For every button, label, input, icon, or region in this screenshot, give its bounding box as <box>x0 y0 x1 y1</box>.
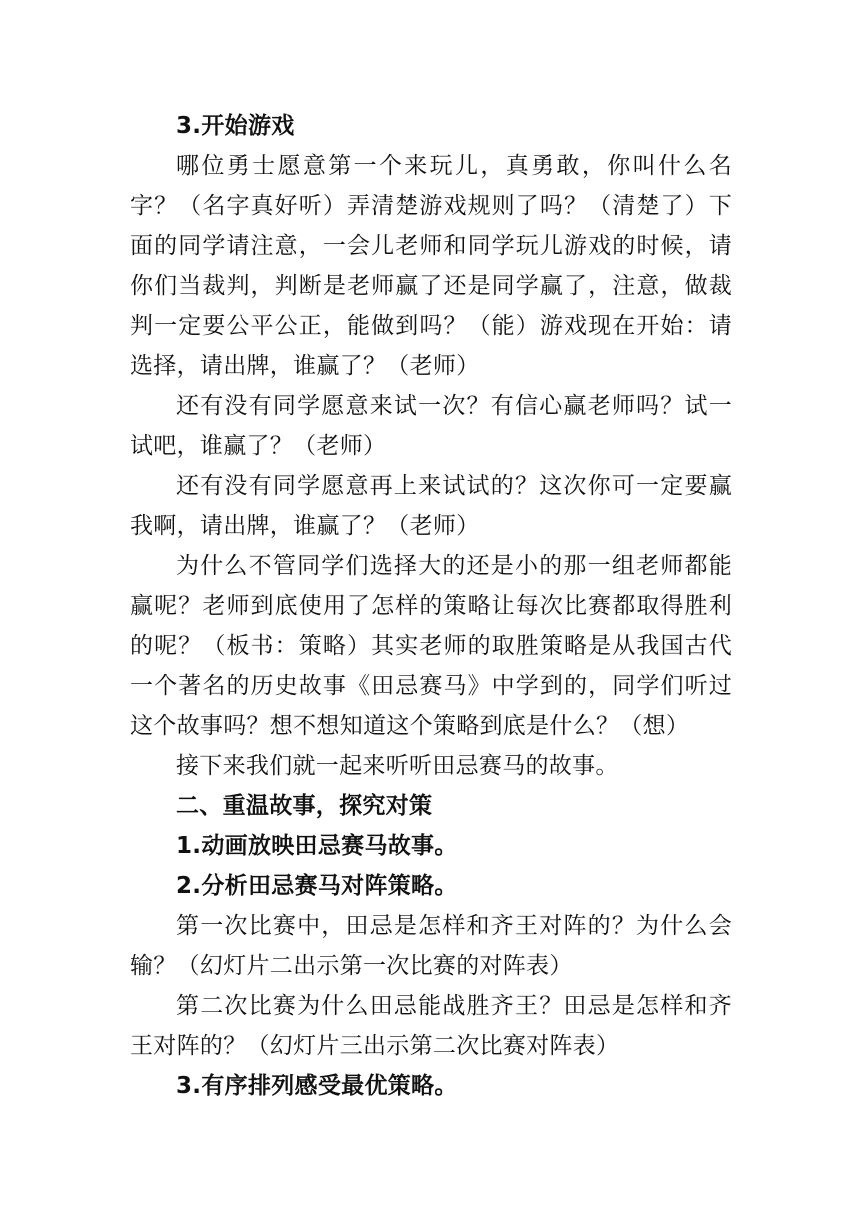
document-page <box>130 106 732 1106</box>
section-heading-start-game: 3.开始游戏 <box>176 113 295 139</box>
paragraph-strategy-question: 为什么不管同学们选择大的还是小的那一组老师都能赢呢？老师到底使用了怎样的策略让每次比赛都取得胜利的呢？（板书：策略）其实老师的取胜策略是从我国古代一个著名的历史故事《田忌赛马》中学到的，同学们听过这个故事吗？想不想知道这个策略到底是什么？（想） <box>130 553 732 739</box>
subheading-animation: 1.动画放映田忌赛马故事。 <box>176 833 458 859</box>
section-heading-review-story: 二、重温故事，探究对策 <box>176 793 433 819</box>
subheading-analyze-strategy: 2.分析田忌赛马对阵策略。 <box>176 873 458 899</box>
paragraph-first-race: 第一次比赛中，田忌是怎样和齐王对阵的？为什么会输？（幻灯片二出示第一次比赛的对阵表） <box>130 913 732 979</box>
paragraph-second-try: 还有没有同学愿意来试一次？有信心赢老师吗？试一试吧，谁赢了？（老师） <box>130 393 732 459</box>
paragraph-first-volunteer: 哪位勇士愿意第一个来玩儿，真勇敢，你叫什么名字？（名字真好听）弄清楚游戏规则了吗？（清楚了）下面的同学请注意，一会儿老师和同学玩儿游戏的时候，请你们当裁判，判断是老师赢了还是同学赢了，注意，做裁判一定要公平公正，能做到吗？（能）游戏现在开始：请选择，请出牌，谁赢了？（老师） <box>130 153 732 379</box>
paragraph-second-race: 第二次比赛为什么田忌能战胜齐王？田忌是怎样和齐王对阵的？（幻灯片三出示第二次比赛对阵表） <box>130 993 732 1059</box>
subheading-optimal-strategy: 3.有序排列感受最优策略。 <box>176 1073 458 1099</box>
paragraph-third-try: 还有没有同学愿意再上来试试的？这次你可一定要赢我啊，请出牌，谁赢了？（老师） <box>130 473 732 539</box>
paragraph-listen-story: 接下来我们就一起来听听田忌赛马的故事。 <box>176 753 619 779</box>
